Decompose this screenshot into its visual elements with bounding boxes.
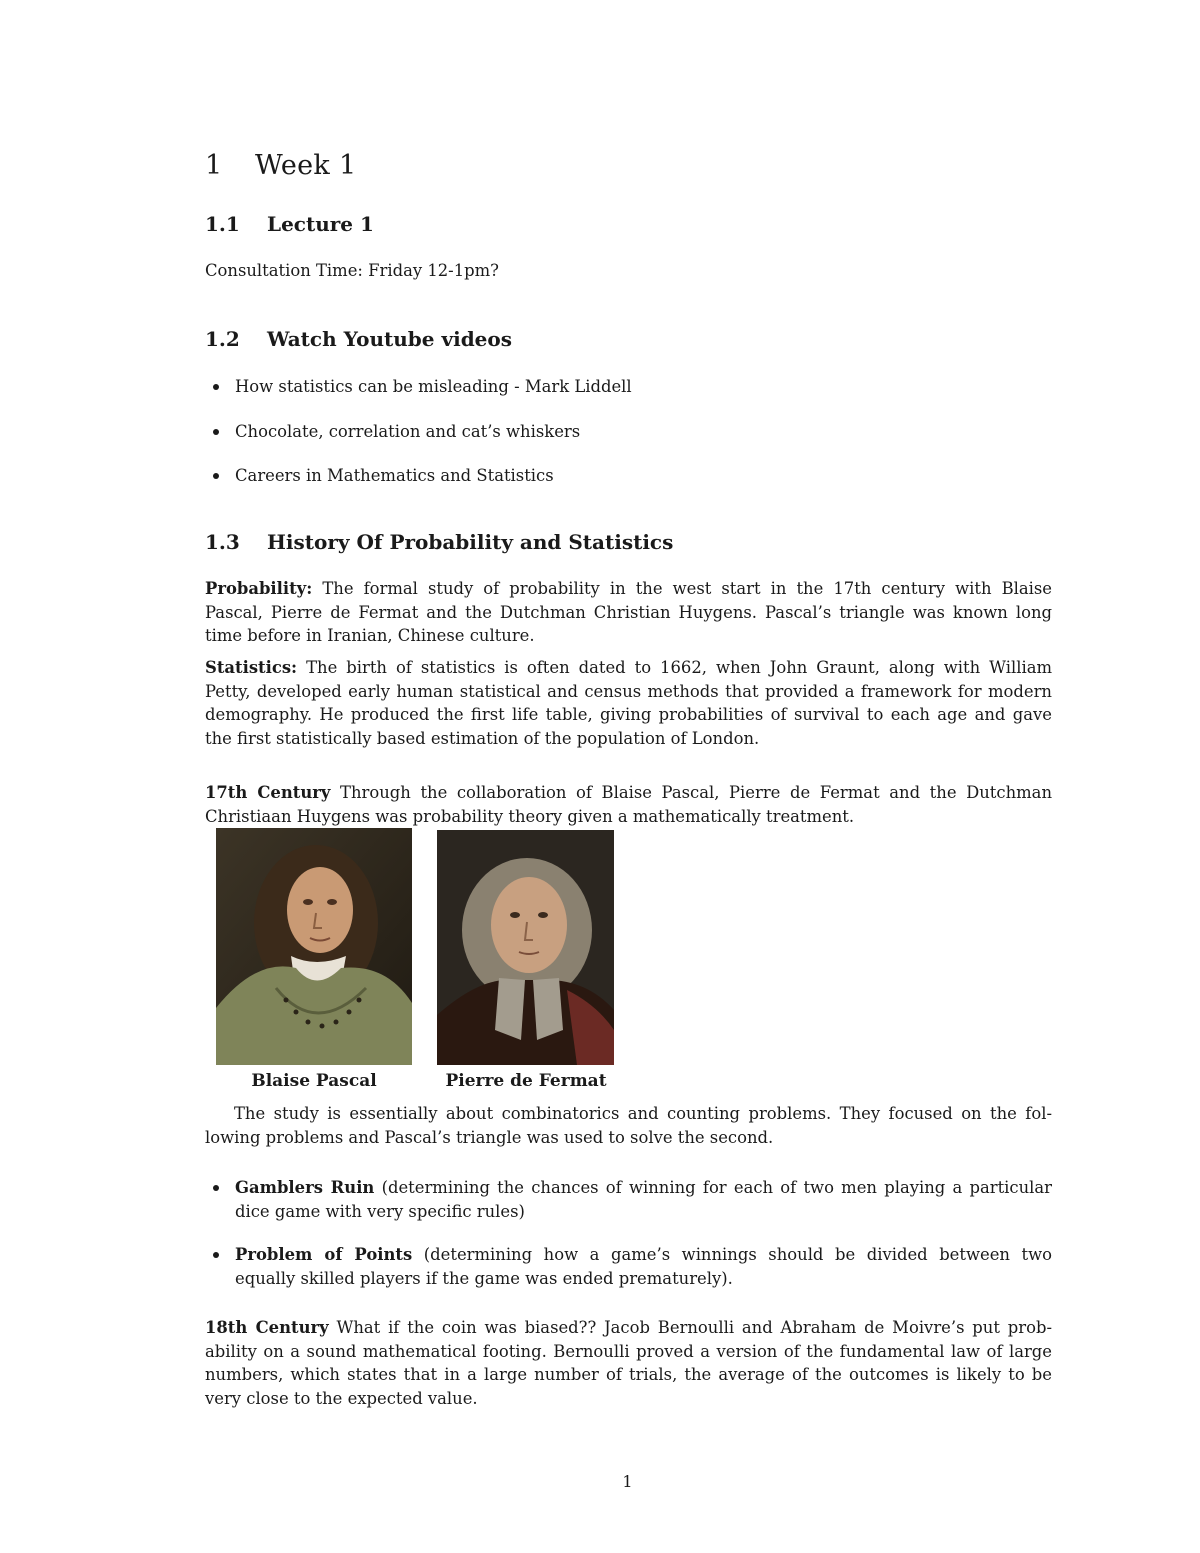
paragraph-label: Probability:: [205, 579, 313, 598]
problem-list-item: Problem of Points (determining how a game’s winnings should be divided between two equally skilled players if the game was ended prematurely).: [235, 1243, 1052, 1290]
bullet-icon: [213, 429, 219, 435]
bullet-icon: [213, 1185, 219, 1191]
subsection-number: 1.2: [205, 327, 240, 351]
portrait-caption: Pierre de Fermat: [445, 1071, 607, 1091]
bullet-icon: [213, 384, 219, 390]
page-number: 1: [622, 1472, 633, 1491]
paragraph-label: 18th Century: [205, 1318, 329, 1337]
paragraph-label: 17th Century: [205, 783, 331, 802]
section-number: 1: [205, 150, 223, 181]
portrait-caption: Blaise Pascal: [251, 1071, 377, 1091]
subsection-title: History Of Probability and Statistics: [267, 530, 674, 554]
century18-paragraph: 18th Century What if the coin was biased?? Jacob Bernoulli and Abraham de Moivre’s put prob- ability on a sound mathematical footing. Bernoulli proved a version of the fundamental law of large numbers, which states that in a large number of trials, the average of the outcomes is likely to be very close to the expected value.: [205, 1318, 1052, 1408]
portrait-pascal-image: [216, 828, 412, 1065]
subsection-title: Watch Youtube videos: [267, 327, 512, 351]
century17-paragraph: 17th Century Through the collaboration of Blaise Pascal, Pierre de Fermat and the Dutchman Christiaan Huygens was probability theory given a mathematically treatment.: [205, 783, 1053, 826]
video-list-item[interactable]: Chocolate, correlation and cat’s whiskers: [235, 420, 1052, 444]
problem-label: Gamblers Ruin: [235, 1178, 375, 1197]
consultation-text: Consultation Time: Friday 12-1pm?: [205, 261, 499, 280]
document-page: [205, 0, 1055, 1553]
paragraph-label: Statistics:: [205, 658, 298, 677]
problem-label: Problem of Points: [235, 1245, 413, 1264]
video-list-item[interactable]: Careers in Mathematics and Statistics: [235, 464, 1052, 488]
problem-list-item: Gamblers Ruin (determining the chances of winning for each of two men playing a particular dice game with very specific rules): [235, 1176, 1052, 1223]
subsection-title: Lecture 1: [267, 212, 374, 236]
section-title: Week 1: [255, 150, 357, 181]
section-heading: [205, 150, 356, 181]
subsection-heading-lecture: [205, 212, 374, 236]
portrait-fermat-image: [437, 830, 614, 1065]
subsection-number: 1.1: [205, 212, 240, 236]
probability-paragraph: Probability: The formal study of probability in the west start in the 17th century with Blaise Pascal, Pierre de Fermat and the Dutchman Christian Huygens. Pascal’s triangle was known long time before in Iranian, Chinese culture.: [205, 579, 1052, 645]
subsection-heading-history: [205, 530, 673, 554]
video-list-item[interactable]: How statistics can be misleading - Mark Liddell: [235, 375, 1052, 399]
bullet-icon: [213, 1252, 219, 1258]
subsection-number: 1.3: [205, 530, 240, 554]
study-paragraph: The study is essentially about combinatorics and counting problems. They focused on the fol- lowing problems and Pascal’s triangle was used to solve the second.: [205, 1104, 1052, 1147]
subsection-heading-youtube: [205, 327, 512, 351]
statistics-paragraph: Statistics: The birth of statistics is often dated to 1662, when John Graunt, along with William Petty, developed early human statistical and census methods that provided a framework for modern demography. He produced the first life table, giving probabilities of survival to each age and gave the first statistically based estimation of the population of London.: [205, 658, 1053, 748]
bullet-icon: [213, 473, 219, 479]
